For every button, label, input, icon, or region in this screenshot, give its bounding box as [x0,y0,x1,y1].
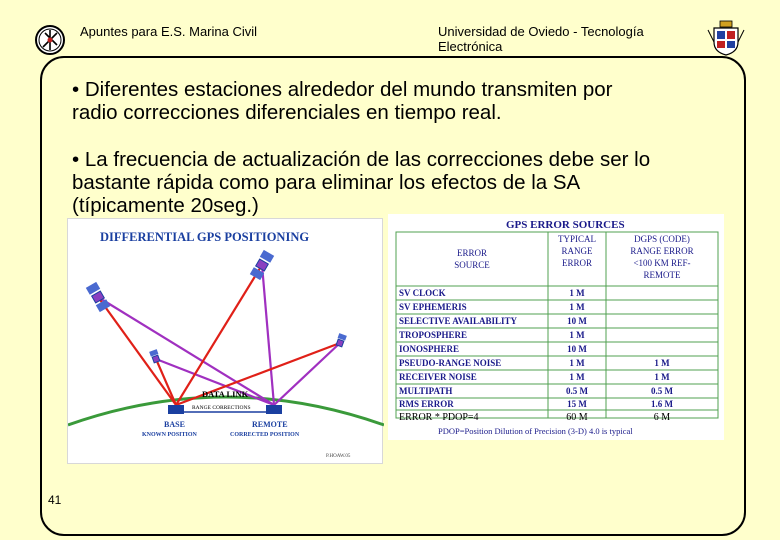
bullet-stations [72,78,612,124]
school-logo-icon [34,24,66,56]
satellite-icon [250,250,274,280]
satellite-icon [335,333,347,347]
bullet-line: radio correcciones diferenciales en tiempo real. [72,101,502,124]
remote-sublabel: CORRECTED POSITION [230,432,300,438]
row-typical-error: 1 M [569,330,585,340]
row-typical-error: 60 M [566,412,588,423]
satellite-icon [149,349,161,363]
header-typical: ERROR [561,258,593,268]
dgps-diagram [67,218,383,464]
row-error-source: SV CLOCK [399,288,446,298]
range-corrections-label: RANGE CORRECTIONS [192,405,251,411]
data-link-label: DATA LINK [202,389,249,399]
remote-label: REMOTE [252,420,288,429]
row-typical-error: 15 M [567,399,587,409]
row-error-source: SELECTIVE AVAILABILITY [399,316,517,326]
row-error-source: SV EPHEMERIS [399,302,467,312]
row-error-source: MULTIPATH [399,386,453,396]
bullet-update-rate [72,148,650,217]
header-typical: RANGE [561,246,593,256]
row-typical-error: 1 M [569,358,585,368]
base-label: BASE [164,420,185,429]
row-error-source: ERROR * PDOP=4 [399,412,479,423]
table-title: GPS ERROR SOURCES [506,219,625,231]
row-error-source: PSEUDO-RANGE NOISE [399,358,502,368]
diagram-credit: P.HOAW.05 [326,454,351,459]
page-number: 41 [48,493,62,507]
gps-error-table [388,214,724,440]
row-dgps-error: 6 M [653,412,671,423]
row-error-source: RECEIVER NOISE [399,372,477,382]
row-dgps-error: 1.6 M [651,399,673,409]
remote-receiver-icon [266,405,282,414]
header-dgps: DGPS (CODE) [634,234,690,244]
row-typical-error: 10 M [567,344,587,354]
row-typical-error: 1 M [569,372,585,382]
header-dgps: RANGE ERROR [630,246,694,256]
earth-horizon [68,397,384,425]
header-course-title: Apuntes para E.S. Marina Civil [80,24,258,39]
row-error-source: IONOSPHERE [399,344,460,354]
base-sublabel: KNOWN POSITION [142,432,197,438]
bullet-line: bastante rápida como para eliminar los efectos de la SA [72,171,581,194]
row-typical-error: 10 M [567,316,587,326]
base-receiver-icon [168,405,184,414]
row-typical-error: 1 M [569,288,585,298]
bullet-line: (típicamente 20seg.) [72,194,259,217]
header-error-source: ERROR [456,248,488,258]
table-footnote: PDOP=Position Dilution of Precision (3-D) 4.0 is typical [438,426,633,436]
satellite-icon [86,282,110,312]
row-dgps-error: 1 M [654,358,670,368]
row-dgps-error: 1 M [654,372,670,382]
header-dgps: REMOTE [643,270,681,280]
row-typical-error: 1 M [569,302,585,312]
row-dgps-error: 0.5 M [651,386,673,396]
header-university-title: Universidad de Oviedo - Tecnología Electrónica [438,24,644,54]
diagram-title: DIFFERENTIAL GPS POSITIONING [100,230,310,244]
bullet-line: • La frecuencia de actualización de las correcciones debe ser lo [72,148,651,171]
university-crest-icon [706,20,746,56]
header-typical: TYPICAL [558,234,596,244]
row-error-source: TROPOSPHERE [399,330,468,340]
header-dgps: <100 KM REF- [633,258,691,268]
bullet-line: • Diferentes estaciones alrededor del mundo transmiten por [72,78,613,101]
row-typical-error: 0.5 M [566,386,588,396]
row-error-source: RMS ERROR [399,399,454,409]
header-error-source: SOURCE [454,260,490,270]
